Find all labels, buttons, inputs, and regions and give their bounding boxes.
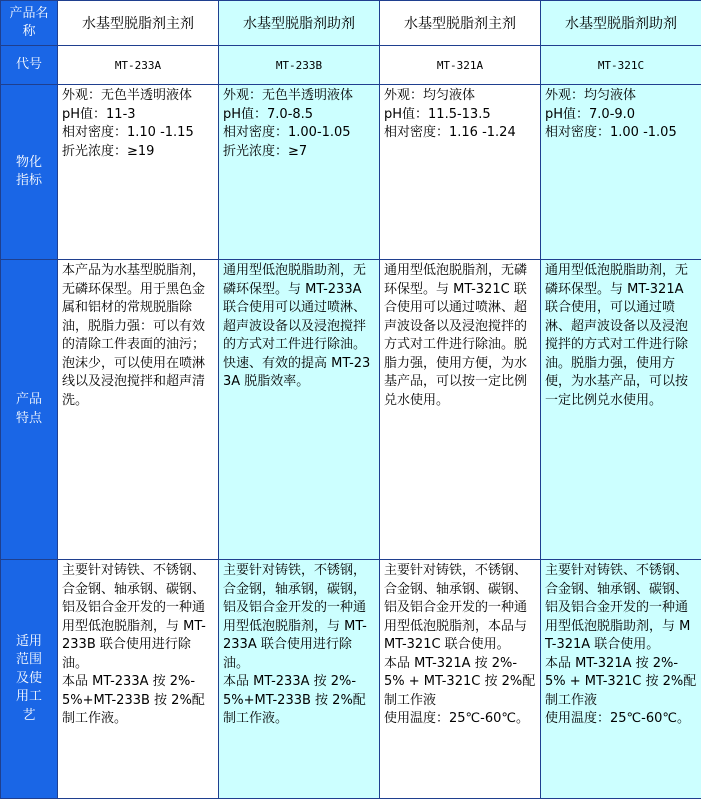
row-label-features: 产品特点	[1, 260, 58, 560]
spec-line: 折光浓度：≥19	[62, 143, 214, 162]
row-label-physchem: 物化指标	[1, 85, 58, 260]
row-physchem	[1, 85, 701, 260]
application-text: 主要针对铸铁，不锈钢、合金钢、轴承钢、碳钢、铝及铝合金开发的一种通用型低泡脱脂剂，本品与 MT-321C 联合使用。	[384, 562, 536, 655]
features-cell	[380, 260, 541, 560]
row-application	[1, 560, 701, 799]
application-cell	[380, 560, 541, 799]
spec-line: 相对密度：1.16 -1.24	[384, 124, 536, 143]
spec-line: pH值：11-3	[62, 106, 214, 125]
spec-line: 折光浓度：≥7	[223, 143, 375, 162]
application-text: 使用温度：25℃-60℃。	[545, 710, 697, 729]
spec-line: pH值：11.5-13.5	[384, 106, 536, 125]
spec-line: pH值：7.0-9.0	[545, 106, 697, 125]
application-text: 主要针对铸铁、不锈钢、合金钢、轴承钢、碳钢、铝及铝合金开发的一种通用型低泡脱脂剂，与 MT-233B 联合使用进行除油。	[62, 562, 214, 673]
application-cell	[219, 560, 380, 799]
row-label-code: 代号	[1, 46, 58, 85]
application-text: 使用温度：25℃-60℃。	[384, 710, 536, 729]
specs-cell	[219, 85, 380, 260]
application-text: 本品 MT-233A 按 2%-5%+MT-233B 按 2%配制工作液。	[62, 673, 214, 729]
spec-line: 相对密度：1.10 -1.15	[62, 124, 214, 143]
product-name-cell: 水基型脱脂剂助剂	[541, 1, 701, 46]
features-text: 通用型低泡脱脂剂，无磷环保型。与 MT-321C 联合使用可以通过喷淋、超声波设备以及浸泡搅拌的方式对工件进行除油。脱脂力强，使用方便，为水基产品，可以按一定比例兑水使用。	[384, 262, 536, 410]
product-code-cell: MT-321A	[380, 46, 541, 85]
spec-line: 外观：均匀液体	[545, 87, 697, 106]
spec-line: 外观：无色半透明液体	[62, 87, 214, 106]
application-text: 主要针对铸铁、不锈钢、合金钢、轴承钢、碳钢、铝及铝合金开发的一种通用型低泡脱脂助剂，与 MT-321A 联合使用。	[545, 562, 697, 655]
spec-line: 外观：均匀液体	[384, 87, 536, 106]
features-cell	[58, 260, 219, 560]
row-features	[1, 260, 701, 560]
application-cell	[58, 560, 219, 799]
spec-line: 外观：无色半透明液体	[223, 87, 375, 106]
features-cell	[219, 260, 380, 560]
application-text: 主要针对铸铁，不锈钢，合金钢，轴承钢，碳钢，铝及铝合金开发的一种通用型低泡脱脂剂，与 MT-233A 联合使用进行除油。	[223, 562, 375, 673]
application-text: 本品 MT-233A 按 2%-5%+MT-233B 按 2%配制工作液。	[223, 673, 375, 729]
spec-line: 相对密度：1.00-1.05	[223, 124, 375, 143]
features-cell	[541, 260, 701, 560]
product-code-cell: MT-233A	[58, 46, 219, 85]
product-name-cell: 水基型脱脂剂助剂	[219, 1, 380, 46]
features-text: 通用型低泡脱脂助剂，无磷环保型。与 MT-321A 联合使用，可以通过喷淋、超声波设备以及浸泡搅拌的方式对工件进行除油。脱脂力强，使用方便，为水基产品，可以按一定比例兑水使用。	[545, 262, 697, 410]
spec-line: 相对密度：1.00 -1.05	[545, 124, 697, 143]
product-name-cell: 水基型脱脂剂主剂	[380, 1, 541, 46]
application-cell	[541, 560, 701, 799]
application-text: 本品 MT-321A 按 2%-5% + MT-321C 按 2%配制工作液	[384, 655, 536, 711]
features-text: 本产品为水基型脱脂剂，无磷环保型。用于黑色金属和铝材的常规脱脂除油，脱脂力强：可以有效的清除工件表面的油污；泡沫少，可以使用在喷淋线以及浸泡搅拌和超声清洗。	[62, 262, 214, 410]
specs-cell	[541, 85, 701, 260]
spec-line: pH值：7.0-8.5	[223, 106, 375, 125]
row-label-application: 适用范围及使用工艺	[1, 560, 58, 799]
features-text: 通用型低泡脱脂助剂，无磷环保型。与 MT-233A 联合使用可以通过喷淋、超声波设备以及浸泡搅拌的方式对工件进行除油。快速、有效的提高 MT-233A 脱脂效率。	[223, 262, 375, 392]
row-product-name	[1, 1, 701, 46]
product-code-cell: MT-321C	[541, 46, 701, 85]
product-name-cell: 水基型脱脂剂主剂	[58, 1, 219, 46]
row-code	[1, 46, 701, 85]
specs-cell	[58, 85, 219, 260]
specs-cell	[380, 85, 541, 260]
product-code-cell: MT-233B	[219, 46, 380, 85]
application-text: 本品 MT-321A 按 2%-5% + MT-321C 按 2%配制工作液	[545, 655, 697, 711]
row-label-product-name: 产品名称	[1, 1, 58, 46]
